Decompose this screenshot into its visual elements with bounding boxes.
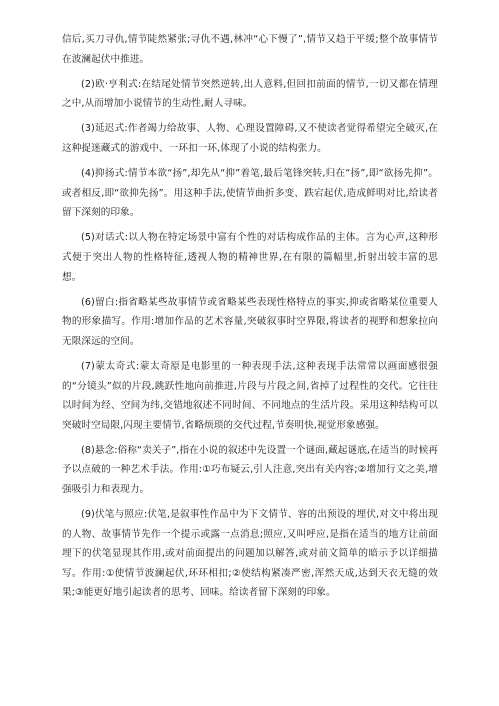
paragraph-suspense: (8)悬念:俗称“卖关子”,指在小说的叙述中先设置一个谜面,藏起谜底,在适当的时候再予以点破的一种艺术手法。作用:①巧布疑云,引人注意,突出有关内容;②增加行文之美,增强吸引力和表现力。: [62, 444, 438, 495]
paragraph-o-henry: (2)欧·亨利式:在结尾处情节突然逆转,出人意料,但回扣前面的情节,一切又都在情理之中,从而增加小说情节的生动性,耐人寻味。: [62, 78, 438, 110]
paragraph-foreshadowing: (9)伏笔与照应:伏笔,是叙事性作品中为下文情节、容的出预设的埋伏,对文中将出现的人物、故事情节先作一个提示或露一点消息;照应,又叫呼应,是指在适当的地方让前面埋下的伏笔显现其作用,或对前面提出的问题加以解答,或对前文简单的暗示予以详细描写。作用:①使情节波澜起伏,环环相扣;②使结构紧凑严密,浑然天成,达到天衣无缝的效果;③能更好地引起读者的思考、回味。给读者留下深刻的印象。: [62, 509, 438, 599]
document-body: [62, 30, 438, 609]
paragraph-dialogue: (5)对话式:以人物在特定场景中富有个性的对话构成作品的主体。言为心声,这种形式便于突出人物的性格特征,透视人物的精神世界,在有限的篇幅里,折射出较丰富的思想。: [62, 232, 438, 283]
paragraph-contrast: (4)抑扬式:情节本欲“扬”,却先从“抑”着笔,最后笔锋突转,归在“扬”,即“欲扬先抑”。或者相反,即“欲抑先扬”。用这种手法,使情节曲折多变、跌宕起伏,造成鲜明对比,给读者留下深刻的印象。: [62, 168, 438, 219]
paragraph-continuation: 信后,买刀寻仇,情节陡然紧张;寻仇不遇,林冲“心下慢了”,情节又趋于平缓;整个故事情节在波澜起伏中推进。: [62, 34, 438, 65]
paragraph-montage: (7)蒙太奇式:蒙太奇原是电影里的一种表现手法,这种表现手法常常以画面感很强的“分镜头”似的片段,跳跃性地向前推进,片段与片段之间,省掉了过程性的交代。它往往以时间为经、空间为纬,交错地叙述不同时间、不同地点的生活片段。采用这种结构可以突破时空局限,闪现主要情节,省略烦琐的交代过程,节奏明快,视觉形象感强。: [62, 360, 438, 431]
paragraph-blank-space: (6)留白:指省略某些故事情节或省略某些表现性格特点的事实,抑或省略某位重要人物的形象描写。作用:增加作品的艺术容量,突破叙事时空界限,将读者的视野和想象拉向无限深远的空间。: [62, 296, 438, 347]
paragraph-delay: (3)延迟式:作者竭力给故事、人物、心理设置障碍,又不使读者觉得希望完全破灭,在这种捉迷藏式的游戏中、一环扣一环,体现了小说的结构张力。: [62, 123, 438, 154]
